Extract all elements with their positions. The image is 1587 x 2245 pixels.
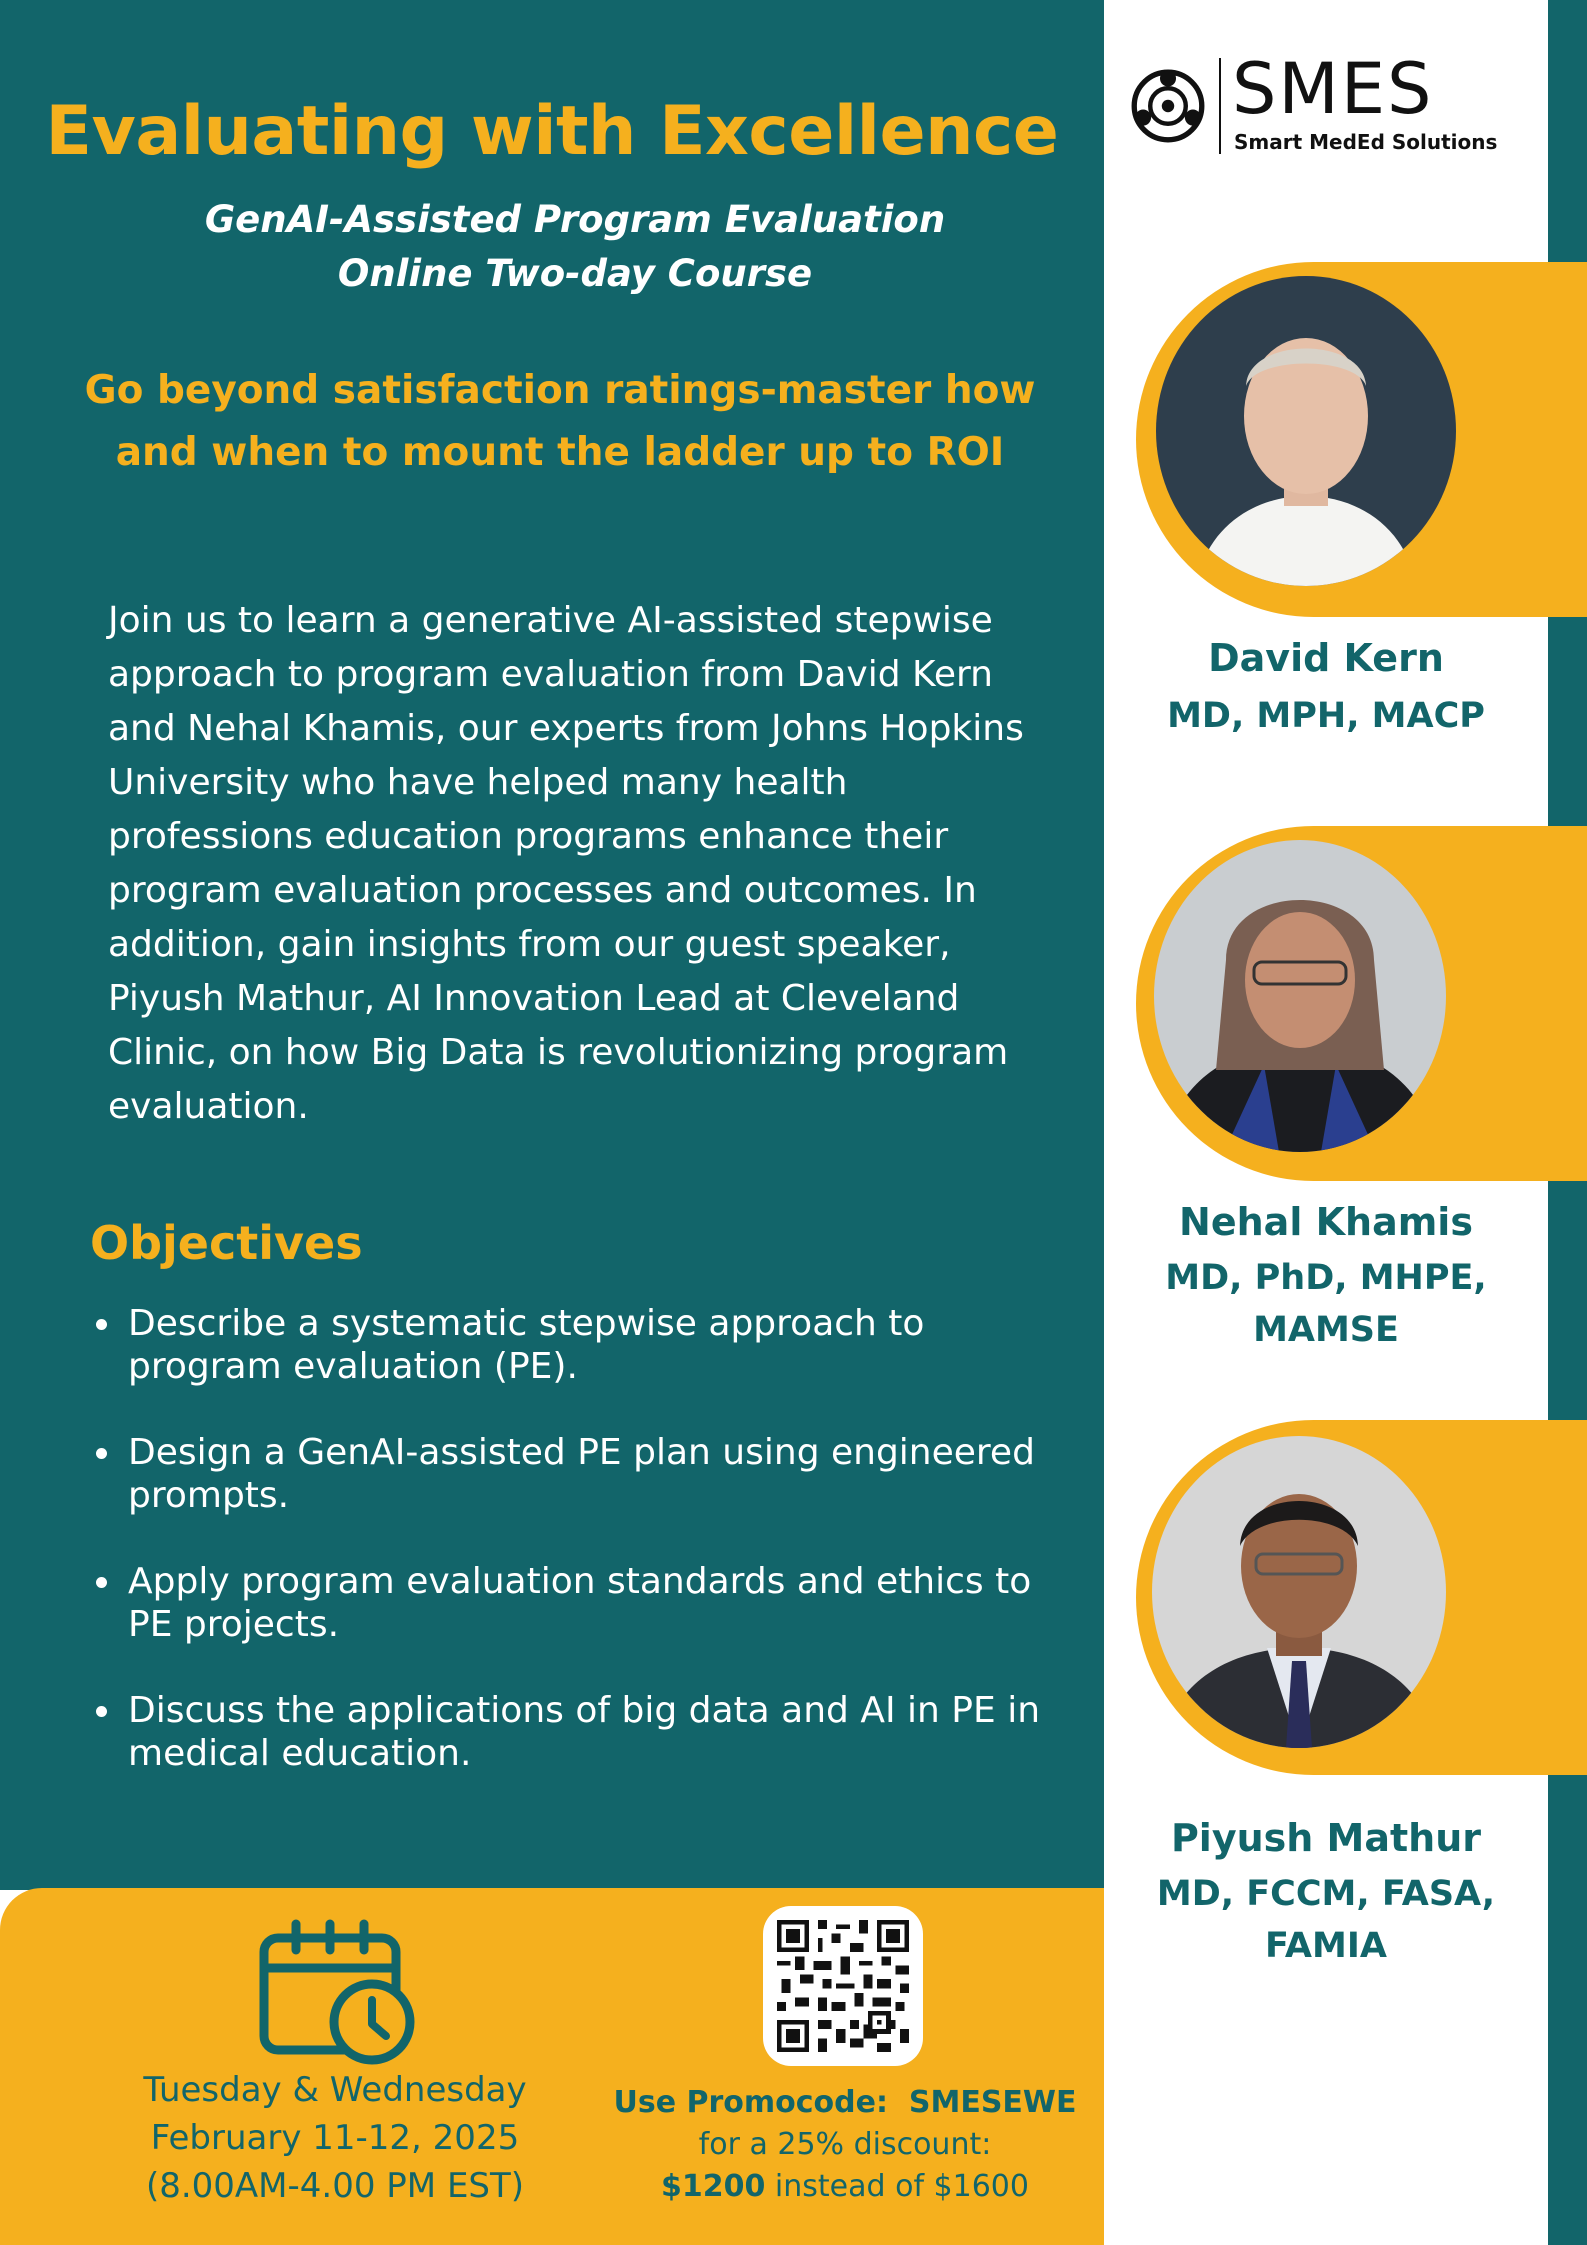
- schedule-block: [90, 2066, 580, 2210]
- objectives-list: [90, 1302, 1050, 1818]
- promo-price-rest: instead of $1600: [774, 2169, 1029, 2204]
- speaker-credentials-line: MD, FCCM, FASA,: [1156, 1874, 1496, 1914]
- objective-item: Apply program evaluation standards and ethics to PE projects.: [90, 1560, 1050, 1646]
- speaker-credentials-line: MD, PhD, MHPE,: [1165, 1258, 1487, 1298]
- logo-divider: [1219, 58, 1221, 154]
- speaker-name: Piyush Mathur: [1170, 1816, 1482, 1860]
- speaker-photo-david-kern: [1156, 276, 1456, 586]
- speaker-name: Nehal Khamis: [1179, 1200, 1473, 1244]
- schedule-dates: February 11-12, 2025: [150, 2118, 520, 2158]
- promo-discount: for a 25% discount:: [698, 2127, 992, 2162]
- logo-name: SMES: [1232, 48, 1434, 130]
- speaker-credentials-line: FAMIA: [1265, 1926, 1387, 1966]
- tagline: Go beyond satisfaction ratings-master how and when to mount the ladder up to ROI: [84, 368, 1036, 475]
- subtitle-line-1: GenAI-Assisted Program Evaluation: [204, 198, 946, 241]
- page-title: Evaluating with Excellence: [45, 92, 1059, 171]
- schedule-time: (8.00AM-4.00 PM EST): [145, 2166, 525, 2206]
- speaker-credentials: MD, MPH, MACP: [1167, 696, 1485, 736]
- speaker-photo-nehal-khamis: [1154, 840, 1446, 1152]
- promo-price-line: [600, 2166, 1090, 2208]
- objective-item: Design a GenAI-assisted PE plan using engineered prompts.: [90, 1431, 1050, 1517]
- logo-mark-icon: [1128, 66, 1218, 156]
- promo-price: $1200: [661, 2169, 766, 2204]
- schedule-days: Tuesday & Wednesday: [143, 2070, 527, 2110]
- logo: [1128, 48, 1528, 156]
- promo-code-line: [600, 2082, 1090, 2124]
- objectives-heading: Objectives: [90, 1216, 363, 1270]
- speaker-credentials-line: MAMSE: [1253, 1310, 1399, 1350]
- calendar-clock-icon: [258, 1916, 418, 2066]
- subtitle-line-2: Online Two-day Course: [337, 252, 813, 295]
- logo-subtitle: Smart MedEd Solutions: [1234, 130, 1498, 154]
- speaker-photo-piyush-mathur: [1152, 1436, 1446, 1748]
- speaker-name: David Kern: [1208, 636, 1444, 680]
- intro-paragraph: Join us to learn a generative AI-assisted stepwise approach to program evaluation from David Kern and Nehal Khamis, our experts from Johns Hopkins University who have helped many health professions education programs enhance their program evaluation processes and outcomes. In addition, gain insights from our guest speaker, Piyush Mathur, AI Innovation Lead at Cleveland Clinic, on how Big Data is revolutionizing program evaluation.: [108, 600, 1024, 1127]
- objective-item: Discuss the applications of big data and AI in PE in medical education.: [90, 1689, 1050, 1775]
- qr-code-icon[interactable]: [763, 1906, 923, 2066]
- speaker-credentials: [1104, 1252, 1548, 1356]
- speaker-credentials: [1104, 1868, 1548, 1972]
- promo-code[interactable]: SMESEWE: [908, 2085, 1077, 2120]
- promo-block: [600, 2082, 1090, 2208]
- promo-label: Use Promocode:: [613, 2085, 888, 2120]
- objective-item: Describe a systematic stepwise approach to program evaluation (PE).: [90, 1302, 1050, 1388]
